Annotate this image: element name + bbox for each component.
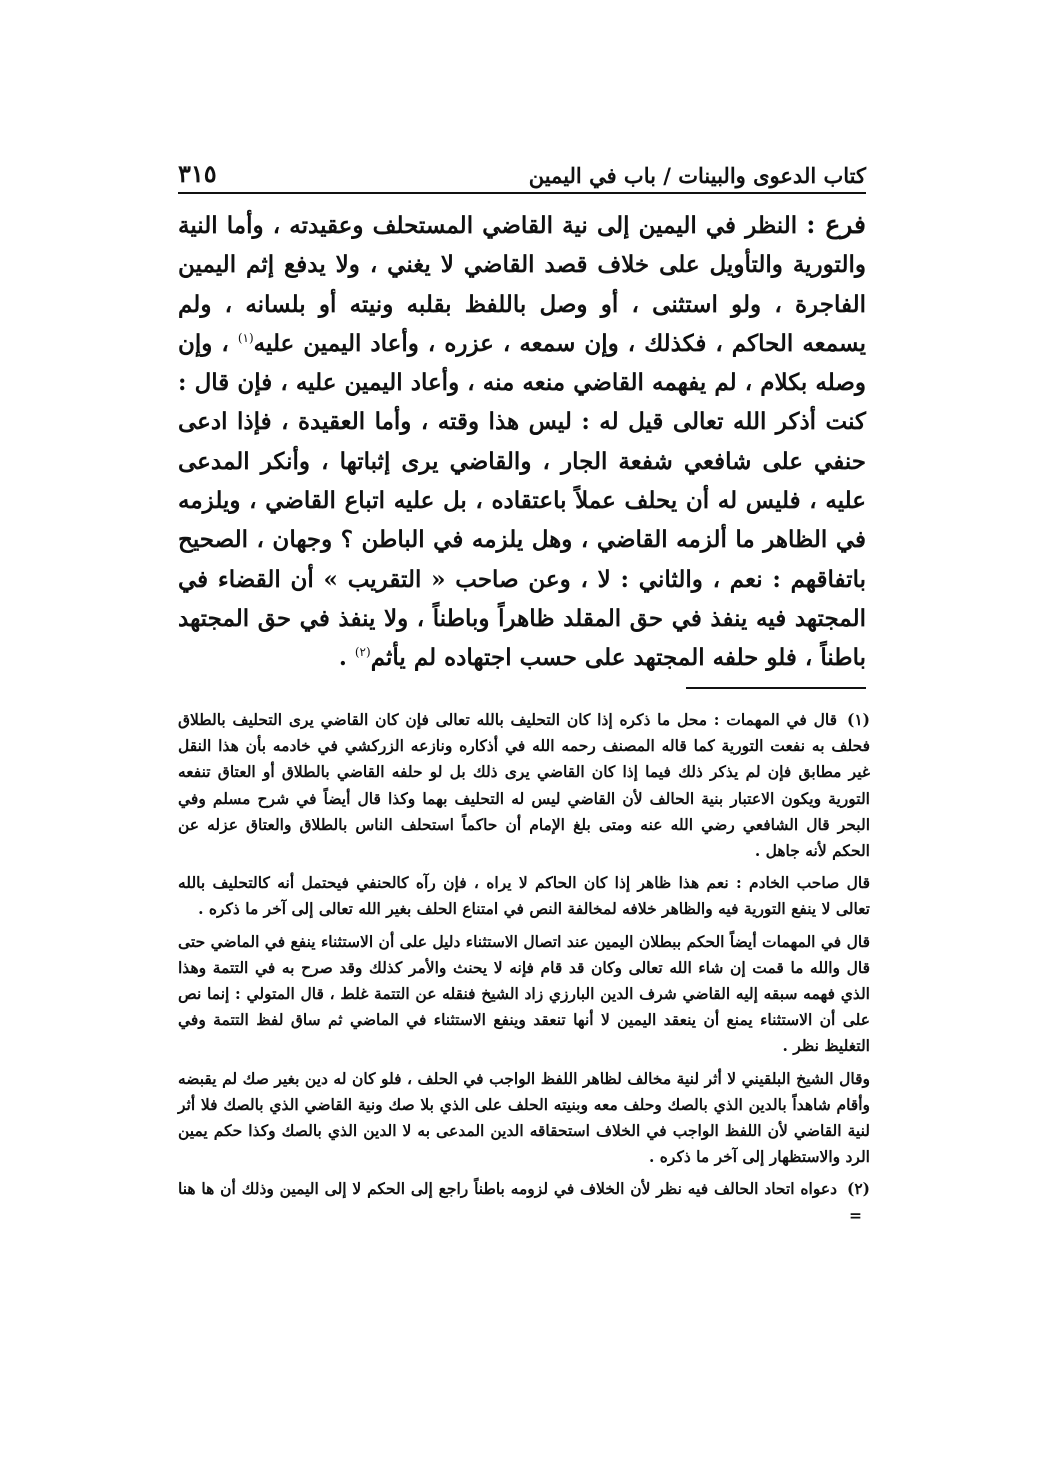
- page-number: ٣١٥: [178, 159, 217, 188]
- running-header: [178, 148, 866, 188]
- chapter-title: كتاب الدعوى والبينات / باب في اليمين: [528, 163, 866, 188]
- footnote-1-para-3: قال في المهمات أيضاً الحكم ببطلان اليمين عند اتصال الاستثناء دليل على أن الاستثناء ينفع في الماضي حتى قال والله ما قمت إن شاء الله تعالى وكان قد قام فإنه لا يحنث والأمر كذلك وقد صرح به في التتمة وهذا الذي فهمه سبقه إليه القاضي شرف الدين البارزي زاد الشيخ فنقله عن التتمة غلط ، قال المتولي : إنما نص على أن الاستثناء يمنع أن ينعقد اليمين لا أنها تنعقد وينفع الاستثناء في الماضي ثم ساق لفظ التتمة وفي التغليظ نظر .: [178, 931, 870, 1056]
- footnote-2-number: (٢): [846, 1179, 870, 1199]
- main-paragraph: [178, 205, 866, 678]
- footnote-1-number: (١): [846, 710, 870, 729]
- footnote-marker-2[interactable]: (٢): [354, 645, 371, 660]
- continuation-mark: =: [849, 1205, 862, 1225]
- footnote-marker-1[interactable]: (١): [237, 330, 254, 345]
- footnote-2-text: دعواه اتحاد الحالف فيه نظر لأن الخلاف في لزومه باطناً راجع إلى الحكم لا إلى اليمين وذلك أن ها هنا: [178, 1179, 837, 1199]
- main-text-end: .: [338, 644, 347, 672]
- header-divider: [178, 192, 866, 194]
- footnote-divider: [686, 687, 866, 689]
- section-lead: فرع :: [806, 210, 866, 239]
- footnote-2: [178, 1176, 870, 1228]
- footnote-1-para-4: وقال الشيخ البلقيني لا أثر لنية مخالف لظاهر اللفظ الواجب في الحلف ، فلو كان له دين بغير صك لم يقبضه وأقام شاهداً بالدين الذي بالصك وحلف معه وبنيته الحلف على الذي بلا صك ونية القاضي الذي بالصك فلا أثر لنية القاضي لأن اللفظ الواجب في الخلاف استحقاقه الدين المدعى به لا الدين الذي بالصك وكذا حكم يمين الرد والاستظهار إلى آخر ما ذكره .: [178, 1068, 870, 1167]
- footnotes: [178, 707, 870, 1235]
- footnote-1-para-1: [178, 707, 870, 864]
- footnote-1-text: قال في المهمات : محل ما ذكره إذا كان التحليف بالله تعالى فإن كان القاضي يرى التحليف بالطلاق فحلف به نفعت التورية كما قاله المصنف رحمه الله في أذكاره ونازعه الزركشي في خادمه بأن هذا النقل غير مطابق فإن لم يذكر ذلك فيما إذا كان القاضي يرى ذلك بل لو حلفه القاضي بالطلاق أو العتاق تنفعه التورية ويكون الاعتبار بنية الحالف لأن القاضي ليس له التحليف بهما وكذا قال أيضاً في شرح مسلم وفي البحر قال الشافعي رضي الله عنه ومتى بلغ الإمام أن حاكماً استحلف الناس بالطلاق والعتاق عزله عن الحكم لأنه جاهل .: [178, 710, 870, 861]
- main-text-part2: ، وإن وصله بكلام ، لم يفهمه القاضي منعه منه ، وأعاد اليمين عليه ، فإن قال : كنت أذكر الله تعالى قيل له : ليس هذا وقته ، وأما العقيدة ، فإذا ادعى حنفي على شافعي شفعة الجار ، والقاضي يرى إثباتها ، وأنكر المدعى عليه ، فليس له أن يحلف عملاً باعتقاده ، بل عليه اتباع القاضي ، ويلزمه في الظاهر ما ألزمه القاضي ، وهل يلزمه في الباطن ؟ وجهان ، الصحيح باتفاقهم : نعم ، والثاني : لا ، وعن صاحب « التقريب » أن القضاء في المجتهد فيه ينفذ في حق المقلد ظاهراً وباطناً ، ولا ينفذ في حق المجتهد باطناً ، فلو حلفه المجتهد على حسب اجتهاده لم يأثم: [178, 329, 866, 672]
- footnote-1-para-2: قال صاحب الخادم : نعم هذا ظاهر إذا كان الحاكم لا يراه ، فإن رآه كالحنفي فيحتمل أنه كالتحليف بالله تعالى لا ينفع التورية فيه والظاهر خلافه لمخالفة النص في امتناع الحلف بغير الله تعالى إلى آخر ما ذكره .: [178, 873, 870, 919]
- main-text: [178, 205, 866, 678]
- main-text-part1: النظر في اليمين إلى نية القاضي المستحلف وعقيدته ، وأما النية والتورية والتأويل على خلاف قصد القاضي لا يغني ، ولا يدفع إثم اليمين الفاجرة ، ولو استثنى ، أو وصل باللفظ بقلبه ونيته أو بلسانه ، ولم يسمعه الحاكم ، فكذلك ، وإن سمعه ، عزره ، وأعاد اليمين عليه: [178, 212, 866, 357]
